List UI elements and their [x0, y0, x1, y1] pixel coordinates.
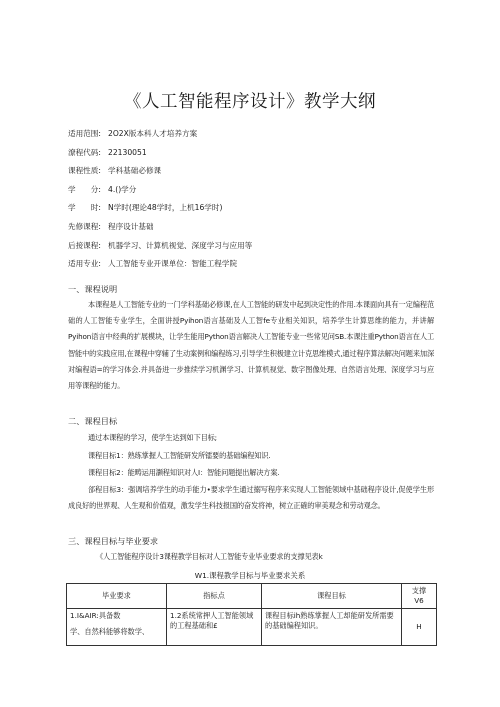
meta-value: 学科基础必修课	[108, 166, 162, 176]
meta-row	[68, 165, 252, 184]
section-heading-objectives: 二、课程目标	[68, 416, 118, 426]
table-caption: W1.课程教学目标与毕业要求关系	[194, 571, 306, 580]
meta-value: 4.()学分	[108, 184, 137, 194]
table-cell: 1.2系统常押人工智能领域的工程基础和£	[167, 609, 262, 646]
meta-value: 22130051	[108, 147, 147, 157]
meta-key: 先修课程:	[68, 221, 101, 231]
section-heading-requirements: 三、课程目标与毕业要求	[68, 536, 159, 546]
meta-key: 潦程代码:	[68, 147, 101, 157]
objectives-intro: 通过本课程的学习，使学生达到如下目标;	[88, 433, 217, 442]
table-header-cell	[402, 584, 437, 609]
table-cell: H	[402, 609, 437, 646]
requirements-intro: 《人工智能程序设计3课程教学目标对人工智能专业毕业要求的支撑见表k	[96, 552, 323, 561]
objectives-table	[66, 583, 437, 646]
table-row	[67, 609, 437, 646]
requirement-line: 1.I&AIR:具备数	[70, 611, 121, 620]
table-header-cell: 指标点	[167, 584, 262, 609]
meta-key: 课程性质:	[68, 166, 101, 176]
meta-row	[68, 128, 252, 147]
meta-row	[68, 184, 252, 203]
table-header-cell: 毕业要求	[67, 584, 167, 609]
meta-key: 后接课程:	[68, 240, 101, 250]
requirement-line: 学、自然科能够将数学、	[70, 627, 150, 636]
course-meta	[68, 128, 252, 277]
objective-3: 郃程目标3：强调培养学生的动手能力•要求学生通过搦写程序来实现人工智能领域中基础程序设计,促使学生形成良好的世界观、人生观和价值观，激发学生科技报国的奋发将神，树立正確的审美观念和劳动观念。	[68, 485, 434, 511]
meta-value: 机器学习、计算机视觉、深度学习与应用等	[108, 240, 253, 250]
header-support-line: 支撑	[411, 586, 427, 595]
table-header-row	[67, 584, 437, 609]
meta-key: 学 时:	[68, 203, 101, 213]
meta-row	[68, 147, 252, 166]
section-heading-description: 一、课程说明	[68, 284, 118, 294]
course-description: 本课程是人工智能专业的一门学科基础必修课,在人工智能的研发中起到决定性的作用.本课面向具有一定编程范础的人工智能专业学生，全面讲授Pyihon语言基础及人工智fe专业相关知识，培养学生计算思维的能力，并讲解Pyihon语言中经典的扩展模块，让学生能用Python语言解决人工智能专业一些常见问SB.本课注重Python语言在人工智能中的实践应用,在课程中穿辅了生动案例和编程练习,引导学生积极建立计克思维模式,通过程序算法解决问题来加深对编程语=的学习体会.并具备进一步推续学习机渊学习、计算机视觉、数字图像处理、自然语言处理、深度学习与应用等课程的能力。	[68, 300, 434, 391]
meta-row	[68, 240, 252, 259]
meta-row	[68, 221, 252, 240]
page-title: 《人工智能程序设计》教学大纲	[124, 92, 376, 112]
meta-value: 人工智能专业开课单位：智能工程学院	[108, 259, 238, 269]
table-cell	[67, 609, 167, 646]
meta-key: 适用范围:	[68, 129, 101, 138]
meta-row	[68, 258, 252, 277]
meta-value: N学时(理论48学时，上机16学时)	[108, 203, 223, 213]
meta-value: 2O2X版本科人才培养方案	[108, 129, 198, 138]
meta-key: 适用专业:	[68, 259, 101, 269]
meta-key: 学 分:	[68, 184, 101, 194]
objective-1: 课程目标1：熟练掌握人工智能研发所镭要的基础编程知识.	[88, 451, 271, 460]
table-cell: 课程目标ih熟练掌握人工却能研发所需要的基础编程知识。	[262, 609, 402, 646]
objective-2: 课程目标2：能畴运用灏程知识对人I：智能问题提出解决方案.	[88, 468, 280, 477]
header-support-line: Ⅴ6	[414, 596, 424, 605]
meta-row	[68, 202, 252, 221]
meta-value: 程序设计基础	[108, 221, 154, 231]
table-header-cell: 课程目标	[262, 584, 402, 609]
